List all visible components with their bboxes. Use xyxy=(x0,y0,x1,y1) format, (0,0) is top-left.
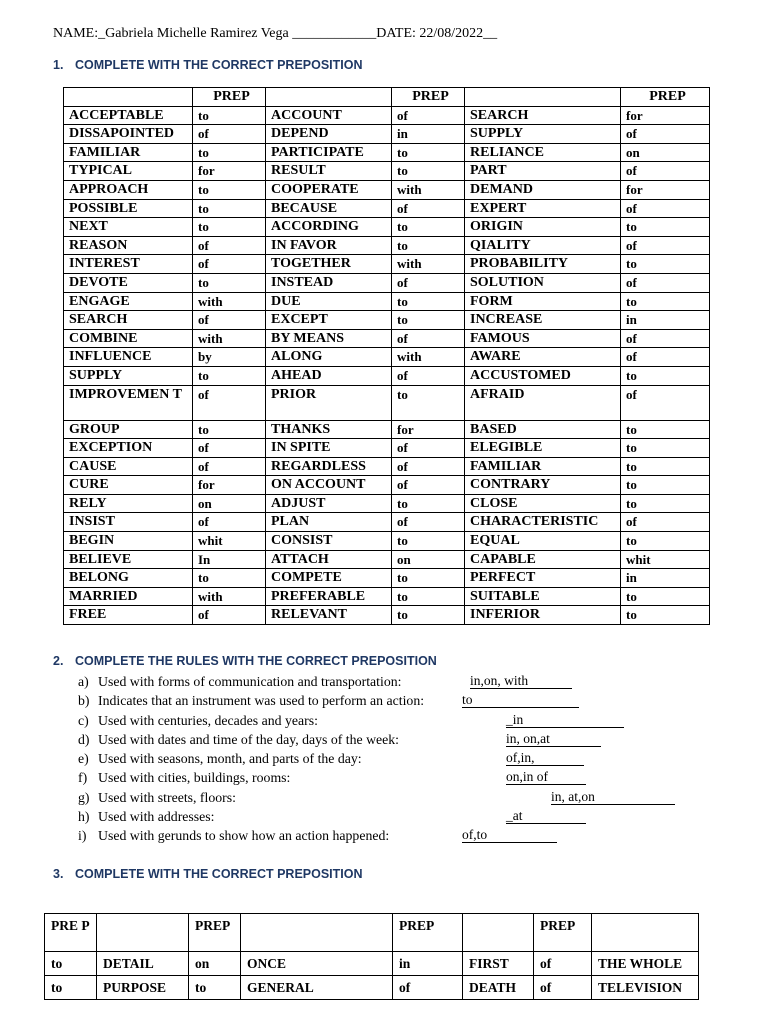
word-cell: DISSAPOINTED xyxy=(64,125,193,144)
word-cell: POSSIBLE xyxy=(64,199,193,218)
word-cell: AWARE xyxy=(465,348,621,367)
prep-cell[interactable]: In xyxy=(193,550,266,569)
rule-label: a) xyxy=(78,674,89,689)
prep-cell[interactable]: whit xyxy=(193,532,266,551)
word-cell: ATTACH xyxy=(266,550,392,569)
prep-cell[interactable]: of xyxy=(621,385,710,420)
rule-label: b) xyxy=(78,693,90,709)
prep-cell[interactable]: of xyxy=(621,513,710,532)
word-cell: ON ACCOUNT xyxy=(266,476,392,495)
word-cell: COOPERATE xyxy=(266,180,392,199)
word-cell: DEPEND xyxy=(266,125,392,144)
word-cell: PURPOSE xyxy=(97,976,189,1000)
word-cell: DEVOTE xyxy=(64,273,193,292)
rule-answer[interactable]: _in xyxy=(506,711,624,728)
word-cell: RESULT xyxy=(266,162,392,181)
section-3-title-text: COMPLETE WITH THE CORRECT PREPOSITION xyxy=(75,867,363,881)
prep-cell[interactable]: to xyxy=(392,587,465,606)
prep-cell[interactable]: for xyxy=(621,106,710,125)
word-cell: ALONG xyxy=(266,348,392,367)
rule-item xyxy=(78,672,529,691)
prep-cell[interactable]: with xyxy=(193,587,266,606)
word-cell: DUE xyxy=(266,292,392,311)
word-cell: BELIEVE xyxy=(64,550,193,569)
prep-cell[interactable]: to xyxy=(621,420,710,439)
word-cell: REGARDLESS xyxy=(266,457,392,476)
name-value: _Gabriela Michelle Ramirez Vega ____________ xyxy=(98,26,377,41)
word-cell: BELONG xyxy=(64,569,193,588)
prep-cell[interactable]: to xyxy=(392,143,465,162)
table-row xyxy=(64,329,710,348)
prep-cell[interactable]: to xyxy=(621,494,710,513)
rule-item xyxy=(78,768,548,787)
rule-item xyxy=(78,788,595,807)
rule-text: Used with dates and time of the day, days of the week: xyxy=(98,731,400,747)
rule-item xyxy=(78,826,488,845)
prep-header: PREP xyxy=(621,88,710,107)
table-row xyxy=(64,476,710,495)
prep-cell[interactable]: of xyxy=(621,273,710,292)
prep-cell[interactable]: to xyxy=(193,106,266,125)
word-cell: SUITABLE xyxy=(465,587,621,606)
rule-item xyxy=(78,691,473,710)
prep-cell[interactable]: of xyxy=(621,125,710,144)
prep-cell[interactable]: of xyxy=(392,273,465,292)
prep-cell[interactable]: to xyxy=(392,569,465,588)
prep-cell[interactable]: to xyxy=(193,366,266,385)
word-cell: EXCEPTION xyxy=(64,439,193,458)
table-row xyxy=(64,125,710,144)
rule-label: d) xyxy=(78,731,90,747)
preposition-table-1 xyxy=(63,87,710,625)
prep-cell[interactable]: of xyxy=(193,311,266,330)
prep-cell[interactable]: to xyxy=(392,532,465,551)
word-cell: TYPICAL xyxy=(64,162,193,181)
prep-cell[interactable]: on xyxy=(189,952,241,976)
prep-cell[interactable]: to xyxy=(392,236,465,255)
table-row xyxy=(64,255,710,274)
word-cell: BEGIN xyxy=(64,532,193,551)
section-3-title xyxy=(53,867,363,881)
section-3-number: 3. xyxy=(53,867,64,881)
rule-label: g) xyxy=(78,789,90,805)
prep-cell[interactable]: of xyxy=(534,976,592,1000)
prep-cell[interactable]: to xyxy=(621,606,710,625)
word-header xyxy=(64,88,193,107)
prep-cell[interactable]: to xyxy=(193,569,266,588)
table-row xyxy=(45,952,699,976)
prep-cell[interactable]: to xyxy=(45,976,97,1000)
word-cell: INSTEAD xyxy=(266,273,392,292)
word-cell: DEMAND xyxy=(465,180,621,199)
table-row xyxy=(64,162,710,181)
table-row xyxy=(64,348,710,367)
prep-cell[interactable]: to xyxy=(193,420,266,439)
table-row xyxy=(64,457,710,476)
word-cell: INTEREST xyxy=(64,255,193,274)
section-2-title xyxy=(53,654,437,668)
prep-cell[interactable]: to xyxy=(392,385,465,420)
word-cell: PRIOR xyxy=(266,385,392,420)
prep-cell[interactable]: to xyxy=(621,439,710,458)
word-cell: FREE xyxy=(64,606,193,625)
word-cell: FAMILIAR xyxy=(465,457,621,476)
table-row xyxy=(64,236,710,255)
prep-cell[interactable]: for xyxy=(193,476,266,495)
prep-cell[interactable]: with xyxy=(392,348,465,367)
prep-cell[interactable]: on xyxy=(392,550,465,569)
word-header xyxy=(592,914,699,952)
word-cell: PARTICIPATE xyxy=(266,143,392,162)
section-2-number: 2. xyxy=(53,654,64,668)
prep-cell[interactable]: with xyxy=(193,329,266,348)
word-cell: THE WHOLE xyxy=(592,952,699,976)
word-cell: IN SPITE xyxy=(266,439,392,458)
table-row xyxy=(64,569,710,588)
word-cell: PLAN xyxy=(266,513,392,532)
word-cell: INFLUENCE xyxy=(64,348,193,367)
table-row xyxy=(64,550,710,569)
rule-text: Used with cities, buildings, rooms: xyxy=(98,770,291,786)
word-header xyxy=(97,914,189,952)
table-row xyxy=(64,366,710,385)
rule-text: Used with addresses: xyxy=(98,809,215,825)
table-row xyxy=(64,494,710,513)
prep-cell[interactable]: to xyxy=(193,218,266,237)
prep-cell[interactable]: to xyxy=(193,143,266,162)
table-row xyxy=(64,273,710,292)
rule-text: Indicates that an instrument was used to perform an action: xyxy=(98,693,425,709)
prep-cell[interactable]: of xyxy=(392,106,465,125)
rule-answer[interactable]: of,in, xyxy=(506,749,584,766)
prep-cell[interactable]: on xyxy=(193,494,266,513)
prep-cell[interactable]: with xyxy=(392,255,465,274)
prep-cell[interactable]: of xyxy=(193,457,266,476)
word-cell: EQUAL xyxy=(465,532,621,551)
table-row xyxy=(64,292,710,311)
rule-text: Used with forms of communication and transportation: xyxy=(98,674,402,689)
prep-cell[interactable]: of xyxy=(392,329,465,348)
table-row xyxy=(64,385,710,420)
word-cell: CAUSE xyxy=(64,457,193,476)
word-cell: ACCUSTOMED xyxy=(465,366,621,385)
word-cell: REASON xyxy=(64,236,193,255)
prep-cell[interactable]: of xyxy=(392,439,465,458)
rule-answer[interactable]: in, at,on xyxy=(551,788,675,805)
prep-cell[interactable]: to xyxy=(189,976,241,1000)
prep-cell[interactable]: in xyxy=(621,569,710,588)
prep-cell[interactable]: of xyxy=(621,348,710,367)
rule-text: Used with streets, floors: xyxy=(98,789,236,805)
word-cell: SEARCH xyxy=(465,106,621,125)
rule-answer[interactable]: in,on, with xyxy=(470,672,572,689)
word-cell: FORM xyxy=(465,292,621,311)
table-row xyxy=(64,439,710,458)
prep-cell[interactable]: for xyxy=(392,420,465,439)
prep-cell[interactable]: of xyxy=(193,125,266,144)
prep-cell[interactable]: in xyxy=(621,311,710,330)
prep-header: PREP xyxy=(534,914,592,952)
word-cell: EXCEPT xyxy=(266,311,392,330)
prep-cell[interactable]: to xyxy=(45,952,97,976)
prep-cell[interactable]: for xyxy=(193,162,266,181)
table-1-header-row xyxy=(64,88,710,107)
rule-label: i) xyxy=(78,828,87,844)
word-cell: CONTRARY xyxy=(465,476,621,495)
word-cell: GROUP xyxy=(64,420,193,439)
table-row xyxy=(64,143,710,162)
prep-cell[interactable]: of xyxy=(393,976,463,1000)
prep-cell[interactable]: by xyxy=(193,348,266,367)
prep-cell[interactable]: to xyxy=(621,255,710,274)
prep-cell[interactable]: to xyxy=(392,292,465,311)
rule-text: Used with centuries, decades and years: xyxy=(98,712,318,728)
word-cell: FAMILIAR xyxy=(64,143,193,162)
prep-cell[interactable]: of xyxy=(392,199,465,218)
prep-cell[interactable]: of xyxy=(392,366,465,385)
rule-item xyxy=(78,711,524,730)
prep-cell[interactable]: of xyxy=(621,162,710,181)
rule-label: f) xyxy=(78,770,88,786)
word-cell: SUPPLY xyxy=(465,125,621,144)
table-row xyxy=(64,587,710,606)
prep-cell[interactable]: to xyxy=(392,218,465,237)
prep-cell[interactable]: to xyxy=(621,587,710,606)
table-row xyxy=(64,513,710,532)
prep-cell[interactable]: of xyxy=(621,199,710,218)
table-row xyxy=(64,180,710,199)
prep-cell[interactable]: to xyxy=(392,494,465,513)
rule-item xyxy=(78,749,535,768)
section-1-number: 1. xyxy=(53,58,64,72)
prep-cell[interactable]: of xyxy=(392,513,465,532)
prep-cell[interactable]: of xyxy=(193,385,266,420)
table-row xyxy=(64,199,710,218)
prep-cell[interactable]: of xyxy=(621,236,710,255)
word-cell: PREFERABLE xyxy=(266,587,392,606)
prep-cell[interactable]: with xyxy=(193,292,266,311)
prep-cell[interactable]: of xyxy=(193,255,266,274)
prep-header: PREP xyxy=(189,914,241,952)
word-cell: ACCEPTABLE xyxy=(64,106,193,125)
prep-cell[interactable]: to xyxy=(621,457,710,476)
rule-answer[interactable]: in, on,at xyxy=(506,730,601,747)
prep-cell[interactable]: to xyxy=(621,366,710,385)
rule-answer[interactable]: to xyxy=(462,691,579,708)
prep-cell[interactable]: of xyxy=(193,236,266,255)
word-cell: ADJUST xyxy=(266,494,392,513)
prep-cell[interactable]: on xyxy=(621,143,710,162)
word-cell: SEARCH xyxy=(64,311,193,330)
date-value: 22/08/2022__ xyxy=(415,26,498,41)
word-cell: ACCORDING xyxy=(266,218,392,237)
table-row xyxy=(64,106,710,125)
prep-cell[interactable]: to xyxy=(621,292,710,311)
table-row xyxy=(64,532,710,551)
word-cell: AHEAD xyxy=(266,366,392,385)
prep-cell[interactable]: of xyxy=(392,476,465,495)
prep-cell[interactable]: with xyxy=(392,180,465,199)
word-cell: CHARACTERISTIC xyxy=(465,513,621,532)
word-cell: ORIGIN xyxy=(465,218,621,237)
word-cell: PERFECT xyxy=(465,569,621,588)
rule-answer[interactable]: on,in of xyxy=(506,768,586,785)
prep-cell[interactable]: in xyxy=(392,125,465,144)
word-cell: TELEVISION xyxy=(592,976,699,1000)
word-cell: INFERIOR xyxy=(465,606,621,625)
header-line xyxy=(53,26,497,42)
prep-header: PRE P xyxy=(45,914,97,952)
word-cell: BECAUSE xyxy=(266,199,392,218)
table-row xyxy=(64,218,710,237)
word-header xyxy=(266,88,392,107)
prep-cell[interactable]: of xyxy=(621,329,710,348)
word-cell: RELY xyxy=(64,494,193,513)
table-row xyxy=(64,606,710,625)
word-cell: FIRST xyxy=(463,952,534,976)
section-1-title xyxy=(53,58,363,72)
section-2-title-text: COMPLETE THE RULES WITH THE CORRECT PREPOSITION xyxy=(75,654,437,668)
word-cell: TOGETHER xyxy=(266,255,392,274)
prep-header: PREP xyxy=(393,914,463,952)
word-header xyxy=(465,88,621,107)
word-header xyxy=(241,914,393,952)
rule-answer[interactable]: _at xyxy=(506,807,586,824)
word-cell: SUPPLY xyxy=(64,366,193,385)
prep-cell[interactable]: whit xyxy=(621,550,710,569)
word-cell: DETAIL xyxy=(97,952,189,976)
word-cell: FAMOUS xyxy=(465,329,621,348)
date-label: DATE: xyxy=(376,26,416,41)
prep-cell[interactable]: to xyxy=(621,218,710,237)
section-1-title-text: COMPLETE WITH THE CORRECT PREPOSITION xyxy=(75,58,363,72)
rule-answer[interactable]: of,to xyxy=(462,826,557,843)
rule-item xyxy=(78,730,550,749)
word-header xyxy=(463,914,534,952)
prep-cell[interactable]: in xyxy=(393,952,463,976)
word-cell: ENGAGE xyxy=(64,292,193,311)
prep-cell[interactable]: to xyxy=(392,606,465,625)
word-cell: GENERAL xyxy=(241,976,393,1000)
prep-header: PREP xyxy=(392,88,465,107)
table-row xyxy=(45,976,699,1000)
word-cell: ACCOUNT xyxy=(266,106,392,125)
word-cell: EXPERT xyxy=(465,199,621,218)
rules-list xyxy=(78,672,595,846)
prep-cell[interactable]: to xyxy=(392,311,465,330)
rule-label: e) xyxy=(78,751,89,767)
prep-cell[interactable]: of xyxy=(193,606,266,625)
word-cell: THANKS xyxy=(266,420,392,439)
prep-cell[interactable]: to xyxy=(193,273,266,292)
word-cell: INCREASE xyxy=(465,311,621,330)
prep-cell[interactable]: to xyxy=(621,476,710,495)
word-cell: PROBABILITY xyxy=(465,255,621,274)
prep-cell[interactable]: of xyxy=(392,457,465,476)
word-cell: SOLUTION xyxy=(465,273,621,292)
word-cell: BASED xyxy=(465,420,621,439)
word-cell: COMPETE xyxy=(266,569,392,588)
word-cell: APPROACH xyxy=(64,180,193,199)
word-cell: CONSIST xyxy=(266,532,392,551)
word-cell: IMPROVEMEN T xyxy=(64,385,193,420)
word-cell: CLOSE xyxy=(465,494,621,513)
prep-cell[interactable]: to xyxy=(193,199,266,218)
word-cell: COMBINE xyxy=(64,329,193,348)
prep-cell[interactable]: of xyxy=(534,952,592,976)
word-cell: MARRIED xyxy=(64,587,193,606)
prep-cell[interactable]: of xyxy=(193,439,266,458)
word-cell: INSIST xyxy=(64,513,193,532)
table-row xyxy=(64,311,710,330)
prep-cell[interactable]: to xyxy=(621,532,710,551)
word-cell: IN FAVOR xyxy=(266,236,392,255)
prep-cell[interactable]: for xyxy=(621,180,710,199)
prep-header: PREP xyxy=(193,88,266,107)
rule-text: Used with seasons, month, and parts of the day: xyxy=(98,751,362,767)
word-cell: CURE xyxy=(64,476,193,495)
word-cell: RELIANCE xyxy=(465,143,621,162)
word-cell: BY MEANS xyxy=(266,329,392,348)
preposition-table-3 xyxy=(44,913,699,1000)
word-cell: AFRAID xyxy=(465,385,621,420)
table-3-header-row xyxy=(45,914,699,952)
word-cell: QIALITY xyxy=(465,236,621,255)
word-cell: RELEVANT xyxy=(266,606,392,625)
word-cell: CAPABLE xyxy=(465,550,621,569)
rule-text: Used with gerunds to show how an action happened: xyxy=(98,828,390,844)
word-cell: DEATH xyxy=(463,976,534,1000)
word-cell: ELEGIBLE xyxy=(465,439,621,458)
name-label: NAME: xyxy=(53,26,99,41)
rule-item xyxy=(78,807,523,826)
prep-cell[interactable]: of xyxy=(193,513,266,532)
word-cell: NEXT xyxy=(64,218,193,237)
word-cell: PART xyxy=(465,162,621,181)
prep-cell[interactable]: to xyxy=(392,162,465,181)
rule-label: c) xyxy=(78,712,89,728)
rule-label: h) xyxy=(78,809,90,825)
prep-cell[interactable]: to xyxy=(193,180,266,199)
table-row xyxy=(64,420,710,439)
word-cell: ONCE xyxy=(241,952,393,976)
